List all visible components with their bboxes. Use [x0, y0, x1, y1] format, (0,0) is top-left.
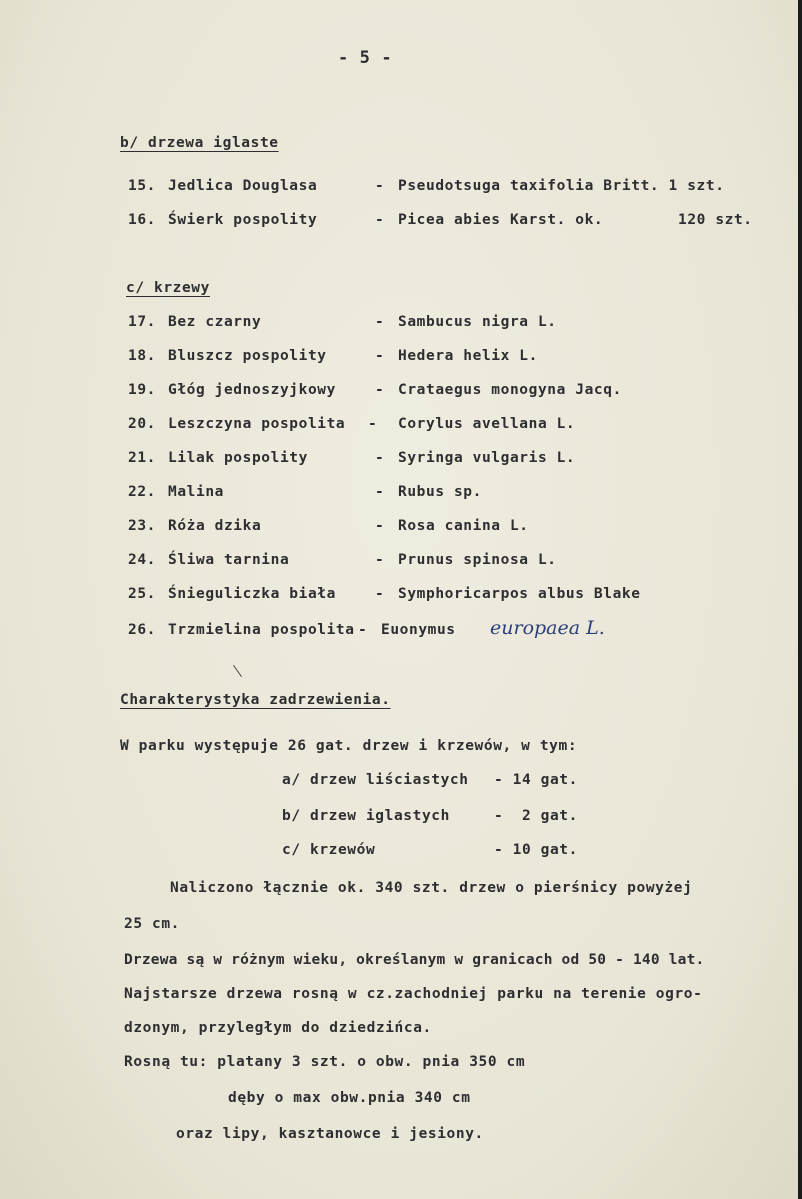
scan-edge [798, 0, 802, 1199]
latin-name: Prunus spinosa L. [398, 552, 557, 568]
latin-name: Corylus avellana L. [398, 416, 576, 432]
paragraph-line: oraz lipy, kasztanowce i jesiony. [176, 1126, 484, 1142]
item-number: 24. [128, 552, 156, 568]
breakdown-value: - 14 gat. [494, 772, 578, 788]
item-number: 26. [128, 622, 156, 638]
breakdown-label: b/ drzew iglastych [282, 808, 450, 824]
paragraph-line: 25 cm. [124, 916, 180, 932]
dash: - [375, 314, 385, 330]
item-number: 23. [128, 518, 156, 534]
polish-name: Leszczyna pospolita [168, 416, 346, 432]
polish-name: Świerk pospolity [168, 212, 318, 228]
latin-name: Rosa canina L. [398, 518, 529, 534]
characteristics-intro: W parku występuje 26 gat. drzew i krzewów, w tym: [120, 738, 578, 754]
latin-name: Symphoricarpos albus Blake [398, 586, 641, 602]
item-number: 20. [128, 416, 156, 432]
polish-name: Bluszcz pospolity [168, 348, 327, 364]
polish-name: Róża dzika [168, 518, 262, 534]
item-number: 17. [128, 314, 156, 330]
latin-name: Picea abies Karst. ok. [398, 212, 604, 228]
paragraph-line: Drzewa są w różnym wieku, określanym w granicach od 50 - 140 lat. [124, 952, 705, 968]
paragraph-line: dęby o max obw.pnia 340 cm [228, 1090, 471, 1106]
paragraph-line: Najstarsze drzewa rosną w cz.zachodniej parku na terenie ogro- [124, 986, 703, 1002]
section-c-heading: c/ krzewy [126, 280, 210, 296]
dash: - [375, 484, 385, 500]
latin-name: Syringa vulgaris L. [398, 450, 576, 466]
polish-name: Jedlica Douglasa [168, 178, 318, 194]
characteristics-heading: Charakterystyka zadrzewienia. [120, 692, 391, 708]
breakdown-value: - 10 gat. [494, 842, 578, 858]
page-number: - 5 - [338, 48, 393, 68]
section-b-heading: b/ drzewa iglaste [120, 135, 279, 151]
latin-name: Sambucus nigra L. [398, 314, 557, 330]
dash: - [358, 622, 368, 638]
item-number: 16. [128, 212, 156, 228]
breakdown-label: a/ drzew liściastych [282, 772, 469, 788]
polish-name: Lilak pospolity [168, 450, 308, 466]
latin-name: Hedera helix L. [398, 348, 538, 364]
dash: - [375, 382, 385, 398]
paragraph-line: Rosną tu: platany 3 szt. o obw. pnia 350 cm [124, 1054, 526, 1070]
polish-name: Bez czarny [168, 314, 262, 330]
dash: - [375, 348, 385, 364]
breakdown-label: c/ krzewów [282, 842, 376, 858]
latin-name: Euonymus [381, 622, 456, 638]
dash: - [375, 552, 385, 568]
polish-name: Głóg jednoszyjkowy [168, 382, 336, 398]
pen-mark [233, 665, 242, 677]
item-number: 25. [128, 586, 156, 602]
dash: - [368, 416, 378, 432]
dash: - [375, 450, 385, 466]
polish-name: Trzmielina pospolita [168, 622, 355, 638]
count: 120 szt. [678, 212, 753, 228]
polish-name: Śnieguliczka biała [168, 586, 336, 602]
dash: - [375, 212, 385, 228]
dash: - [375, 518, 385, 534]
breakdown-value: - 2 gat. [494, 808, 578, 824]
item-number: 22. [128, 484, 156, 500]
dash: - [375, 178, 385, 194]
item-number: 15. [128, 178, 156, 194]
polish-name: Malina [168, 484, 224, 500]
item-number: 19. [128, 382, 156, 398]
handwritten-annotation: europaea L. [490, 617, 605, 639]
polish-name: Śliwa tarnina [168, 552, 290, 568]
latin-name: Rubus sp. [398, 484, 482, 500]
paragraph-line: dzonym, przyległym do dziedzińca. [124, 1020, 432, 1036]
latin-name: Pseudotsuga taxifolia Britt. 1 szt. [398, 178, 725, 194]
paragraph-line: Naliczono łącznie ok. 340 szt. drzew o pierśnicy powyżej [170, 880, 693, 896]
item-number: 18. [128, 348, 156, 364]
item-number: 21. [128, 450, 156, 466]
latin-name: Crataegus monogyna Jacq. [398, 382, 622, 398]
dash: - [375, 586, 385, 602]
